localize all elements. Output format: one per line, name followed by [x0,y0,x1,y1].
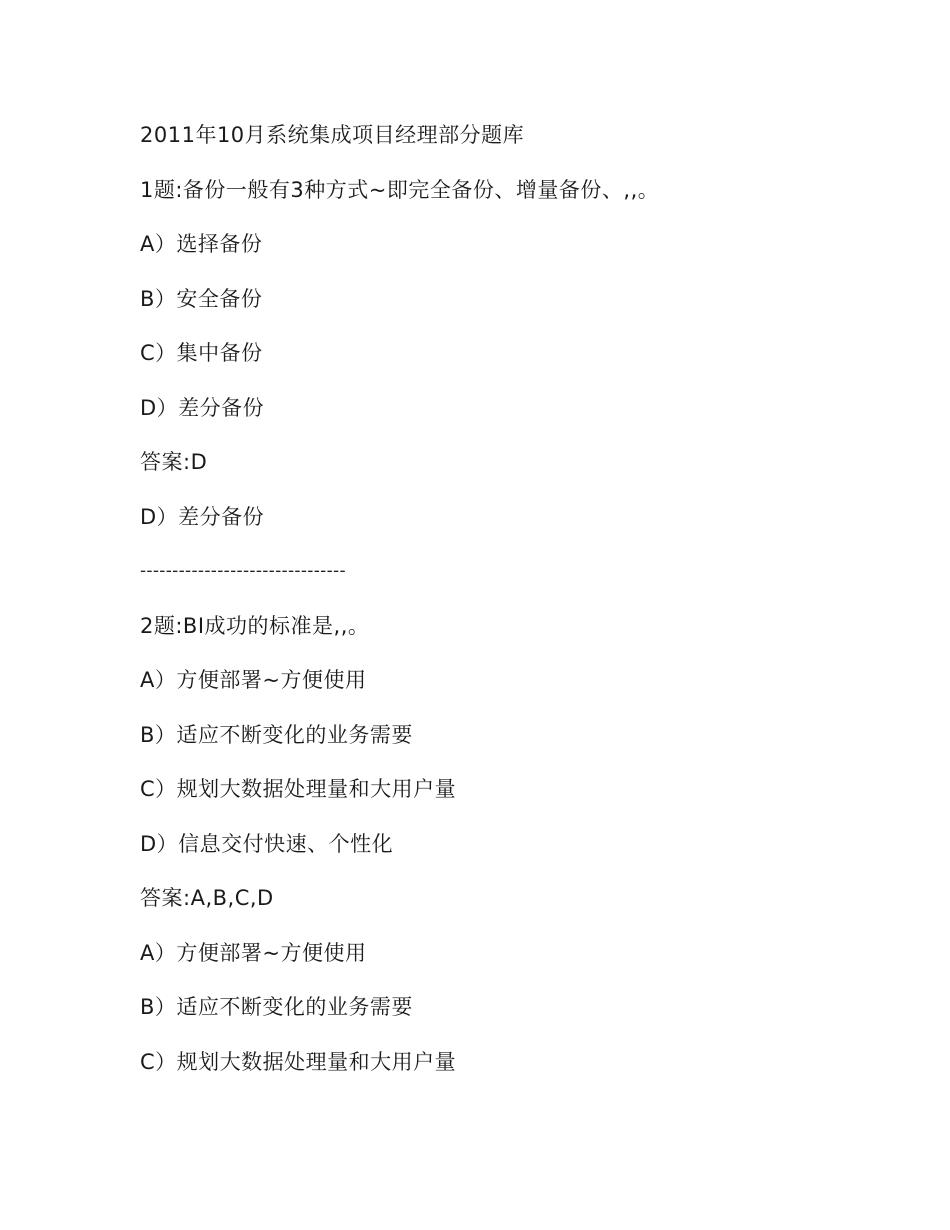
question-2-option-a: A）方便部署~方便使用 [140,668,367,692]
question-1-option-c: C）集中备份 [140,341,263,365]
question-2-answer-option-b: B）适应不断变化的业务需要 [140,995,413,1019]
question-2-answer-option-a: A）方便部署~方便使用 [140,940,367,965]
question-1-text: 1题:备份一般有3种方式~即完全备份、增量备份、,,。 [140,177,660,202]
document-body [140,117,860,1098]
question-separator: -------------------------------- [140,561,346,581]
question-1-option-b: B）安全备份 [140,286,263,311]
question-2-text: 2题:BI成功的标准是,,。 [140,613,370,638]
question-2-option-c: C）规划大数据处理量和大用户量 [140,777,457,801]
question-2-option-b: B）适应不断变化的业务需要 [140,722,413,747]
document-title: 2011年10月系统集成项目经理部分题库 [140,123,525,147]
question-2-answer: 答案:A,B,C,D [140,886,274,910]
question-1-option-a: A）选择备份 [140,232,263,256]
question-1-answer: 答案:D [140,450,208,474]
question-1-answer-option: D）差分备份 [140,504,265,529]
question-2-option-d: D）信息交付快速、个性化 [140,831,394,856]
question-1-option-d: D）差分备份 [140,395,265,420]
question-2-answer-option-c: C）规划大数据处理量和大用户量 [140,1049,457,1074]
